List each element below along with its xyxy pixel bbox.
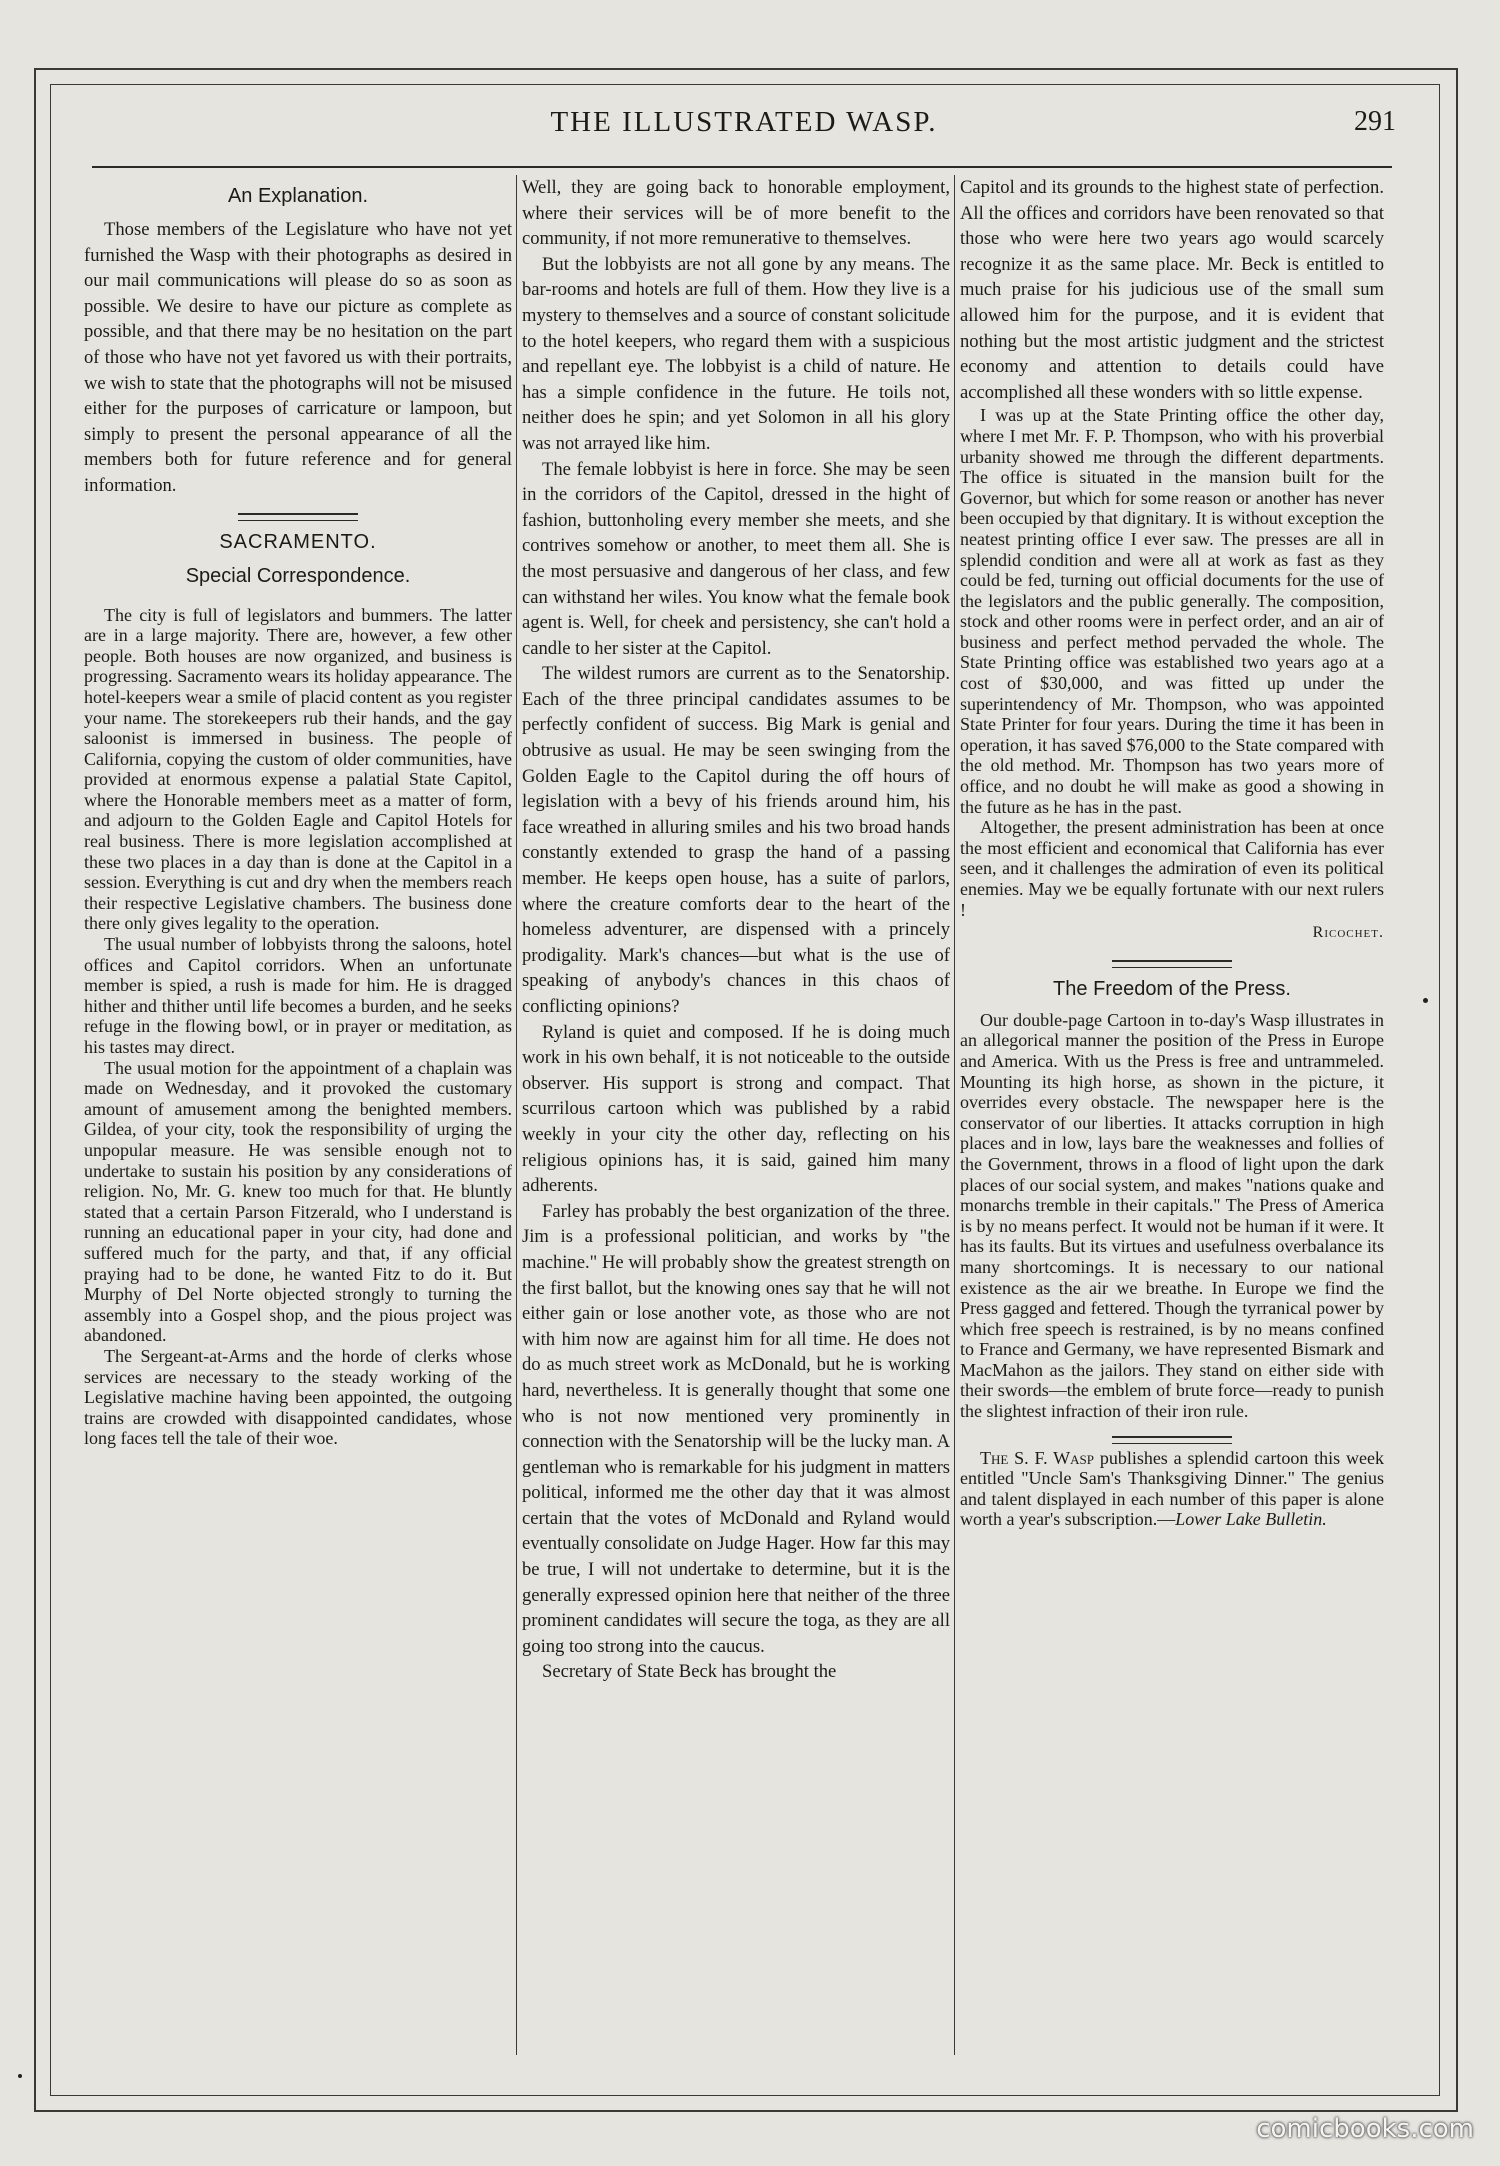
article-paragraph: The usual number of lobbyists throng the saloons, hotel offices and Capitol corridors. When an unfortunate member is spied, a rush is made for him. He is dragged hither and thither until life becomes a burden, and he seeks refuge in the flowing bowl, or in prayer or meditation, as his tastes may direct. (84, 934, 512, 1057)
signature: Ricochet. (1312, 924, 1384, 942)
article-paragraph: I was up at the State Printing office the other day, where I met Mr. F. P. Thompson, who with his proverbial urbanity showed me through the different departments. The office is situated in the mansion built for the Governor, but which for some reason or another has never been occupied by that dignitary. It is without exception the neatest printing office I ever saw. The presses are all in splendid condition and were all at work as fast as they could be fed, turning out official documents for the use of the legislators and the public generally. The composition, stock and other rooms were in perfect order, and an air of business and perfect method pervaded the whole. The State Printing office was established two years ago at a cost of $30,000, and was fitted up under the superintendency of Mr. Thompson, who was appointed State Printer for four years. During the time it has been in operation, it has saved $76,000 to the State compared with the old method. Mr. Thompson has two years more of office, and no doubt he will make as good a showing in the future as he has in the past. (960, 405, 1384, 817)
masthead (50, 98, 1438, 158)
section-divider (238, 513, 358, 521)
column-separator (516, 175, 517, 2055)
article-paragraph: The usual motion for the appointment of a chaplain was made on Wednesday, and it provoked the customary amount of amusement among the benighted members. Gildea, of your city, took the responsibility of urging the unpopular measure. He was sensible enough not to undertake to sustain his position by any considerations of religion. No, Mr. G. knew too much for that. He bluntly stated that a certain Parson Fitzerald, who I understand is running an educational paper in your city, had done and suffered much for the party, and that, if any official praying had to be done, he wanted Fitz to do it. But Murphy of Del Norte objected strongly to turning the assembly into a Gospel shop, and the pious project was abandoned. (84, 1057, 512, 1346)
article-paragraph: Capitol and its grounds to the highest state of perfection. All the offices and corridors have been renovated so that those who were here two years ago would scarcely recognize it as the same place. Mr. Beck is entitled to much praise for his judicious use of the small sum allowed him for the purpose, and it is evident that nothing but the most artistic judgment and the strictest economy and attention to details could have accomplished all these wonders with so little expense. (960, 177, 1384, 403)
heading-sacramento: SACRAMENTO. (219, 530, 377, 553)
column-separator (954, 175, 955, 2055)
masthead-title: THE ILLUSTRATED WASP. (550, 106, 938, 138)
column-2 (522, 175, 950, 2060)
article-paragraph (960, 1448, 1384, 1530)
article-paragraph: Our double-page Cartoon in to-day's Wasp illustrates in an allegorical manner the position of the Press in Europe and America. With us the Press is free and untrammeled. Mounting its high horse, as shown in the picture, it overrides every obstacle. The newspaper here is the conservator of our liberties. It attacks corruption in high places and in low, lays bare the weaknesses and follies of the Government, throws in a flood of light upon the dark places of our social system, and makes "nations quake and monarchs tremble in their capitals." The Press of America is by no means perfect. It would not be human if it were. It has its faults. But its virtues and usefulness overbalance its many shortcomings. It is necessary to our national existence as the air we breathe. In Europe we find the Press gagged and fettered. Though the tyrranical power by which free speech is restrained, is by no means confined to France and Germany, we have represented Bismark and MacMahon as the jailors. They stand on either side with their swords—the emblem of brute force—ready to punish the slightest infraction of their iron rule. (960, 1009, 1384, 1422)
heading-explanation: An Explanation. (227, 185, 369, 207)
heading-freedom-of-the-press: The Freedom of the Press. (1053, 977, 1291, 1000)
article-paragraph: The female lobbyist is here in force. She may be seen in the corridors of the Capitol, dressed in the hight of fashion, buttonholing every member she meets, and she contrives somehow or another, to meet them all. She is the most persuasive and dangerous of her class, and few can withstand her wiles. You know what the female book agent is. Well, for cheek and persistency, she can't hold a candle to her sister at the Capitol. (522, 458, 950, 659)
page-number: 291 (1354, 106, 1396, 137)
article-paragraph: Farley has probably the best organization of the three. Jim is a professional politician, and works by "the machine." He will probably show the greatest strength on the first ballot, but the knowing ones say that he will not either gain or lose another vote, as those who are not with him now are against him for all time. He does not do as much street work as McDonald, but he is working hard, nevertheless. It is generally thought that some one who is not now mentioned very prominently in connection with the Senatorship will be the lucky man. A gentleman who is remarkable for his judgment in matters political, informed me the other day that it was almost certain that the votes of McDonald and Ryland would eventually consolidate on Judge Hager. How far this may be true, I will not undertake to determine, but it is the generally expressed opinion here that neither of the three prominent candidates will secure the toga, as they are all going too strong into the caucus. (522, 1200, 950, 1657)
section-divider (1112, 960, 1232, 968)
article-paragraph: The city is full of legislators and bummers. The latter are in a large majority. There are, however, a few other people. Both houses are now organized, and business is progressing. Sacramento wears its holiday appearance. The hotel-keepers wear a smile of placid content as you register your name. The storekeepers rub their hands, and the gay saloonist is immersed in business. The people of California, copying the custom of older communities, have provided at enormous expense a palatial State Capitol, where the Honorable members meet as a matter of form, and adjourn to the Golden Eagle and Capitol Hotels for real business. There is more legislation accomplished at these two places in a day than is done at the Capitol in a session. Everything is cut and dry when the members reach their respective Legislative chambers. The business done there only gives legality to the operation. (84, 604, 512, 934)
source-credit: Lower Lake Bulletin. (1175, 1509, 1327, 1530)
heading-special-correspondence: Special Correspondence. (185, 564, 411, 587)
article-paragraph: The Sergeant-at-Arms and the horde of clerks whose services are necessary to the steady working of the Legislative machine having been appointed, the outgoing trains are crowded with disappointed candidates, whose long faces tell the tale of their woe. (84, 1345, 512, 1449)
column-1 (84, 175, 512, 2060)
column-3 (960, 175, 1384, 2060)
article-text: publishes a splendid cartoon this week entitled "Uncle Sam's Thanksgiving Dinner." The genius and talent displayed in each number of this paper is alone worth a year's subscription.— (960, 1447, 1384, 1530)
header-rule (92, 166, 1392, 168)
section-divider (1112, 1436, 1232, 1444)
paper-name: The S. F. Wasp (980, 1447, 1094, 1468)
article-paragraph: Altogether, the present administration has been at once the most efficient and economical that California has ever seen, and it challenges the admiration of even its political enemies. May we be equally fortunate with our next rulers ! (960, 817, 1384, 920)
article-paragraph: But the lobbyists are not all gone by any means. The bar-rooms and hotels are full of them. How they live is a mystery to themselves and a source of constant solicitude to the hotel keepers, who regard them with a suspicious and repellant eye. The lobbyist is a child of nature. He has a simple confidence in the future. He toils not, neither does he spin; and yet Solomon in all his glory was not arrayed like him. (522, 253, 950, 454)
article-paragraph: The wildest rumors are current as to the Senatorship. Each of the three principal candidates assumes to be perfectly confident of success. Big Mark is genial and obtrusive as usual. He may be seen swinging from the Golden Eagle to the Capitol during the off hours of legislation with a bevy of his friends around him, his face wreathed in alluring smiles and his two broad hands constantly extended to grasp the hand of a passing member. He keeps open house, has a suite of parlors, where the creature comforts dear to the heart of the homeless adventurer, are dispensed with a princely prodigality. Mark's chances—but what is the use of speaking of anybody's chances in this chaos of conflicting opinions? (522, 663, 950, 1017)
watermark: comicbooks.com (1256, 2114, 1474, 2144)
print-speck (1423, 998, 1428, 1003)
article-paragraph: Secretary of State Beck has brought the (542, 1661, 837, 1683)
print-speck (18, 2074, 22, 2078)
article-paragraph: Ryland is quiet and composed. If he is doing much work in his own behalf, it is not noticeable to the outside observer. His support is strong and compact. That scurrilous cartoon which was published by a rabid weekly in your city the other day, reflecting on his religious opinions has, it is said, gained him many adherents. (522, 1021, 950, 1197)
article-paragraph: Those members of the Legislature who have not yet furnished the Wasp with their photographs as desired in our mail communications will please do so as soon as possible. We desire to have our picture as complete as possible, and that there may be no hesitation on the part of those who have not yet favored us with their portraits, we wish to state that the photographs will not be misused either for the purposes of carricature or lampoon, but simply to present the personal appearance of all the members both for future reference and for general information. (84, 219, 512, 496)
article-paragraph: Well, they are going back to honorable employment, where their services will be of more benefit to the community, if not more remunerative to themselves. (522, 177, 950, 250)
